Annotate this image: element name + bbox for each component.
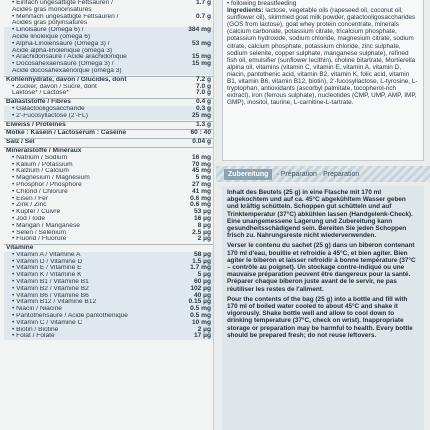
nutrient-value: 10 mg bbox=[191, 318, 211, 326]
nutrient-value: 0.7 g bbox=[195, 12, 211, 20]
preparation-title-rest: · Préparation · Preparation bbox=[276, 170, 360, 178]
nutrition-row bbox=[4, 196, 213, 203]
nutrition-row bbox=[4, 216, 213, 223]
nutrition-row bbox=[4, 182, 213, 189]
nutrient-label: Ballaststoffe / Fibres bbox=[6, 99, 71, 106]
nutrient-value: 0.6 mg bbox=[190, 201, 211, 209]
nutrition-row bbox=[4, 209, 213, 216]
nutrient-label: • Kalium / Potassium bbox=[12, 161, 73, 168]
nutrient-value: 0.15 µg bbox=[188, 298, 211, 306]
nutrient-value: 40 µg bbox=[194, 291, 211, 299]
nutrition-row bbox=[4, 48, 213, 55]
nutrient-value: 53 µg bbox=[194, 208, 211, 216]
nutrient-label: • Vitamin B1 / Vitamine B1 bbox=[12, 279, 89, 286]
nutrition-row bbox=[4, 61, 213, 68]
ingredients-label: Ingredients: bbox=[227, 7, 264, 15]
nutrient-value: 70 mg bbox=[191, 160, 211, 168]
nutrient-label: Molke : Kasein / Lactosérum : Caséine bbox=[6, 130, 127, 137]
nutrient-label: • Vitamin D / Vitamine D bbox=[12, 258, 83, 265]
nutrient-value: 8 µg bbox=[197, 221, 211, 229]
nutrient-label: • Mehrfach ungesättigte Fettsäuren / bbox=[12, 13, 119, 20]
nutrient-label: Acides gras polyinsaturés bbox=[12, 20, 88, 27]
preparation-en: Pour the contents of the bag (25 g) into a bottle and fill with 170 ml of boiled water cooled to about 45°C and shake it vigorously. Shake bottle well and allow to cool down to drinking temperature (37°C, check on wrist). Inappropriate storage or preparation may be harmful to health. Every bottle should be prepared fresh; do not reuse leftovers. bbox=[227, 295, 413, 339]
nutrient-value: 7.2 g bbox=[195, 75, 211, 83]
nutrient-value: 60 µg bbox=[194, 278, 211, 286]
nutrient-label: Acide alpha-linolénique (oméga 3) bbox=[12, 47, 113, 54]
nutrient-value: 2.5 µg bbox=[192, 228, 211, 236]
nutrition-row bbox=[4, 236, 213, 243]
nutrient-label: • Selen / Sélénium bbox=[12, 229, 66, 236]
nutrition-row bbox=[4, 121, 213, 129]
nutrient-value: 2 µg bbox=[197, 325, 211, 333]
nutrition-row bbox=[4, 106, 213, 113]
nutrient-value: 1.7 mg bbox=[190, 264, 211, 272]
nutrition-row bbox=[4, 147, 213, 155]
nutrient-label: • Vitamin B2 / Vitamine B2 bbox=[12, 285, 89, 292]
nutrient-label: • Natrium / Sodium bbox=[12, 154, 68, 161]
nutrient-value: 0.5 mg bbox=[190, 305, 211, 313]
nutrient-value: 2 µg bbox=[197, 235, 211, 243]
nutrient-value: 7.0 g bbox=[195, 82, 211, 90]
nutrient-value: 53 mg bbox=[191, 39, 211, 47]
nutrition-row bbox=[4, 189, 213, 196]
nutrition-row bbox=[4, 68, 213, 75]
nutrient-value: 17 µg bbox=[194, 332, 211, 340]
nutrient-label: • Vitamin C / Vitamine C bbox=[12, 319, 83, 326]
nutrient-value: 102 µg bbox=[190, 284, 211, 292]
nutrition-row bbox=[4, 76, 213, 84]
nutrient-value: 25 mg bbox=[191, 111, 211, 119]
nutrition-row bbox=[4, 27, 213, 34]
nutrient-label: • Linolsäure (Omega 6) / bbox=[12, 27, 84, 34]
nutrition-row bbox=[4, 162, 213, 169]
nutrition-row bbox=[4, 34, 213, 41]
nutrient-value: 1.5 µg bbox=[192, 257, 211, 265]
ingredients-list: lactose, vegetable oils (rapeseed oil, coconut oil, sunflower oil), skimmed goat milk powder, galactooligosaccharides (GOS from lactose), goat whey protein concentrate, minerals (calcium carbonate, potassium citrate, tricalcium phosphate, potassium hydroxide, sodium chloride, magnesium citrate, sodium citrate, calcium phosphate, potassium chloride, zinc sulphate, sodium selenite, copper sulphate, manganese sulphate), refined fish oil, emulsifier (sunflower lecithin), choline bitartrate, Mortierella alpina oil, vitamins (vitamin C, vitamin E, vitamin A, vitamin D, niacin, pantothenic acid, vitamin B2, vitamin K, folic acid, vitamin B1, vitamin B6, vitamin B12, biotin), 2'-fucosyllactose, L-tyrosine, L-tryptophan, antioxidants (ascorbyl palmitate, tocopherol-rich extract), iron (ferrous sulphate), nucleotides (CMP, UMP, AMP, IMP, GMP), inositol, taurine, L-carnitine-L-tartrate. bbox=[227, 7, 418, 107]
nutrition-row bbox=[4, 98, 213, 106]
nutrient-label: • Fluorid / Fluorure bbox=[12, 236, 67, 243]
nutrition-row bbox=[4, 113, 213, 120]
nutrition-row bbox=[4, 202, 213, 209]
nutrition-row bbox=[4, 223, 213, 230]
nutrient-label: • Pantothensäure / Acide pantothénique bbox=[12, 313, 128, 320]
nutrition-row bbox=[4, 14, 213, 21]
nutrition-row bbox=[4, 84, 213, 91]
nutrition-row bbox=[4, 313, 213, 320]
preparation-de: Inhalt des Beutels (25 g) in eine Flasche mit 170 ml abgekochtem und auf ca. 45°C abgekühltem Wasser geben und kräftig schütteln. Schoppen gut schütteln und auf Trinktemperatur (37°C) abkühlen lassen (Handgelenk-Check). Eine unangemessene Lagerung und Zubereitung kann gesundheitsschädigend sein. Bereiten Sie jeden Schoppen frisch zu. Nahrungsreste nicht wiederverwenden. bbox=[227, 189, 413, 240]
nutrient-value: 1.7 g bbox=[195, 0, 211, 6]
nutrient-label: • Arachidonsäure / Acide arachidonique bbox=[12, 54, 127, 61]
nutrient-label: • Biotin / Biotine bbox=[12, 326, 59, 333]
nutrition-row bbox=[4, 155, 213, 162]
nutrient-label: • Vitamin B12 / Vitamine B12 bbox=[12, 299, 97, 306]
nutrient-label: • Eisen / Fer bbox=[12, 195, 49, 202]
nutrient-label: • Niacin / Niacine bbox=[12, 306, 62, 313]
nutrient-label: • Jod / Iode bbox=[12, 215, 46, 222]
nutrient-label: • Chlorid / Chlorure bbox=[12, 188, 68, 195]
nutrient-label: • Kalzium / Calcium bbox=[12, 168, 69, 175]
nutrient-label: • 2'-Fucosyllactose (2'-FL) bbox=[12, 112, 88, 119]
nutrient-label: • Vitamin A / Vitamine A bbox=[12, 251, 81, 258]
nutrition-row bbox=[4, 286, 213, 293]
nutrition-row bbox=[4, 41, 213, 48]
nutrient-label: Eiweiss / Protéines bbox=[6, 121, 66, 128]
nutrient-value: 1.3 g bbox=[195, 120, 211, 128]
nutrient-label: Acide docosahexaénoïque (oméga 3) bbox=[12, 67, 122, 74]
nutrient-label: • Einfach ungesättigte Fettsäuren / bbox=[12, 0, 113, 6]
nutrient-label: • Docosahexaensäure (Omega 3) / bbox=[12, 61, 114, 68]
nutrition-row bbox=[4, 175, 213, 182]
nutrition-row bbox=[4, 333, 213, 340]
nutrition-row bbox=[4, 168, 213, 175]
nutrition-row bbox=[4, 299, 213, 306]
nutrient-label: Acide linoléique (oméga 6) bbox=[12, 33, 91, 40]
preparation-tag: Zubereitung bbox=[224, 169, 272, 180]
nutrient-label: • Zink / Zinc bbox=[12, 202, 47, 209]
nutrition-row bbox=[4, 90, 213, 97]
nutrient-label: Vitamine bbox=[6, 245, 34, 252]
nutrient-label: Acides gras monoinsaturés bbox=[12, 6, 92, 13]
nutrient-label: • Vitamin E / Vitamine E bbox=[12, 265, 82, 272]
nutrient-value: 0.6 mg bbox=[190, 194, 211, 202]
nutrient-label: • Phosphor / Phosphore bbox=[12, 181, 82, 188]
nutrition-row bbox=[4, 306, 213, 313]
nutrition-row bbox=[4, 20, 213, 27]
nutrition-row bbox=[4, 293, 213, 300]
nutrient-value: 0.04 g bbox=[192, 138, 211, 146]
nutrition-row bbox=[4, 244, 213, 252]
nutrient-value: 15 mg bbox=[191, 60, 211, 68]
right-column bbox=[216, 0, 430, 430]
nutrient-value: 41 mg bbox=[191, 187, 211, 195]
nutrition-row bbox=[4, 327, 213, 334]
nutrient-value: 15 mg bbox=[191, 53, 211, 61]
nutrient-label: • Alpha-Linolensäure (Omega 3) / bbox=[12, 40, 110, 47]
nutrient-value: 384 mg bbox=[188, 26, 211, 34]
nutrition-table bbox=[0, 0, 214, 430]
nutrition-row bbox=[4, 54, 213, 61]
nutrition-row bbox=[4, 7, 213, 14]
nutrient-label: • Vitamin K / Vitamine K bbox=[12, 272, 82, 279]
nutrient-value: 16 mg bbox=[191, 153, 211, 161]
nutrition-row bbox=[4, 272, 213, 279]
nutrient-value: 5 mg bbox=[195, 174, 211, 182]
nutrient-label: Laktose* / Lactose* bbox=[12, 90, 69, 97]
breastfeeding-note: • following breastfeeding bbox=[227, 0, 297, 7]
nutrient-label: • Kupfer / Cuivre bbox=[12, 209, 61, 216]
nutrient-value: 60 : 40 bbox=[190, 129, 211, 137]
nutrient-label: • Vitamin B6 / Vitamine B6 bbox=[12, 292, 89, 299]
nutrition-row bbox=[4, 279, 213, 286]
nutrient-value: 45 mg bbox=[191, 167, 211, 175]
nutrition-row bbox=[4, 0, 213, 7]
nutrition-row bbox=[4, 230, 213, 237]
preparation-body bbox=[222, 186, 424, 430]
nutrition-row bbox=[4, 265, 213, 272]
nutrient-value: 0.4 g bbox=[195, 98, 211, 106]
nutrient-label: • Folat / Folate bbox=[12, 333, 55, 340]
nutrition-row bbox=[4, 320, 213, 327]
nutrient-value: 7.0 g bbox=[195, 89, 211, 97]
nutrient-label: • Galactooligosaccharide bbox=[12, 105, 85, 112]
nutrient-value: 5 µg bbox=[197, 271, 211, 279]
nutrient-label: • Magnesium / Magnésium bbox=[12, 175, 90, 182]
nutrient-label: • Zucker, davon / Sucre, dont bbox=[12, 83, 97, 90]
nutrient-label: Kohlenhydrate, davon / Glucides, dont bbox=[6, 76, 127, 83]
ingredients-text bbox=[227, 7, 419, 106]
nutrient-value: 16 µg bbox=[194, 214, 211, 222]
nutrient-label: Salz / Sel bbox=[6, 139, 35, 146]
nutrition-row bbox=[4, 259, 213, 266]
ingredients-box bbox=[222, 0, 424, 161]
nutrient-value: 0.5 mg bbox=[190, 312, 211, 320]
nutrient-value: 58 µg bbox=[194, 250, 211, 258]
nutrient-label: Mineralstoffe / Minéraux bbox=[6, 147, 82, 154]
preparation-fr: Verser le contenu du sachet (25 g) dans un biberon contenant 170 ml d'eau, bouillie et refroidie à 45°C, et bien agiter. Bien agiter le biberon et laisser refroidir à bonne température (37°C – contrôle au poignet). Un stockage contre-indiqué ou une mauvaise préparation peuvent être dangereux pour la santé. Préparer chaque biberon juste avant de le servir, ne pas réutiliser les restes de l'aliment. bbox=[227, 242, 416, 293]
nutrition-row bbox=[4, 129, 213, 137]
nutrient-label: • Mangan / Manganèse bbox=[12, 222, 80, 229]
nutrition-row bbox=[4, 252, 213, 259]
nutrient-value: 27 mg bbox=[191, 180, 211, 188]
nutrient-value: 0.3 g bbox=[195, 104, 211, 112]
nutrition-row bbox=[4, 138, 213, 146]
preparation-header bbox=[222, 166, 424, 182]
